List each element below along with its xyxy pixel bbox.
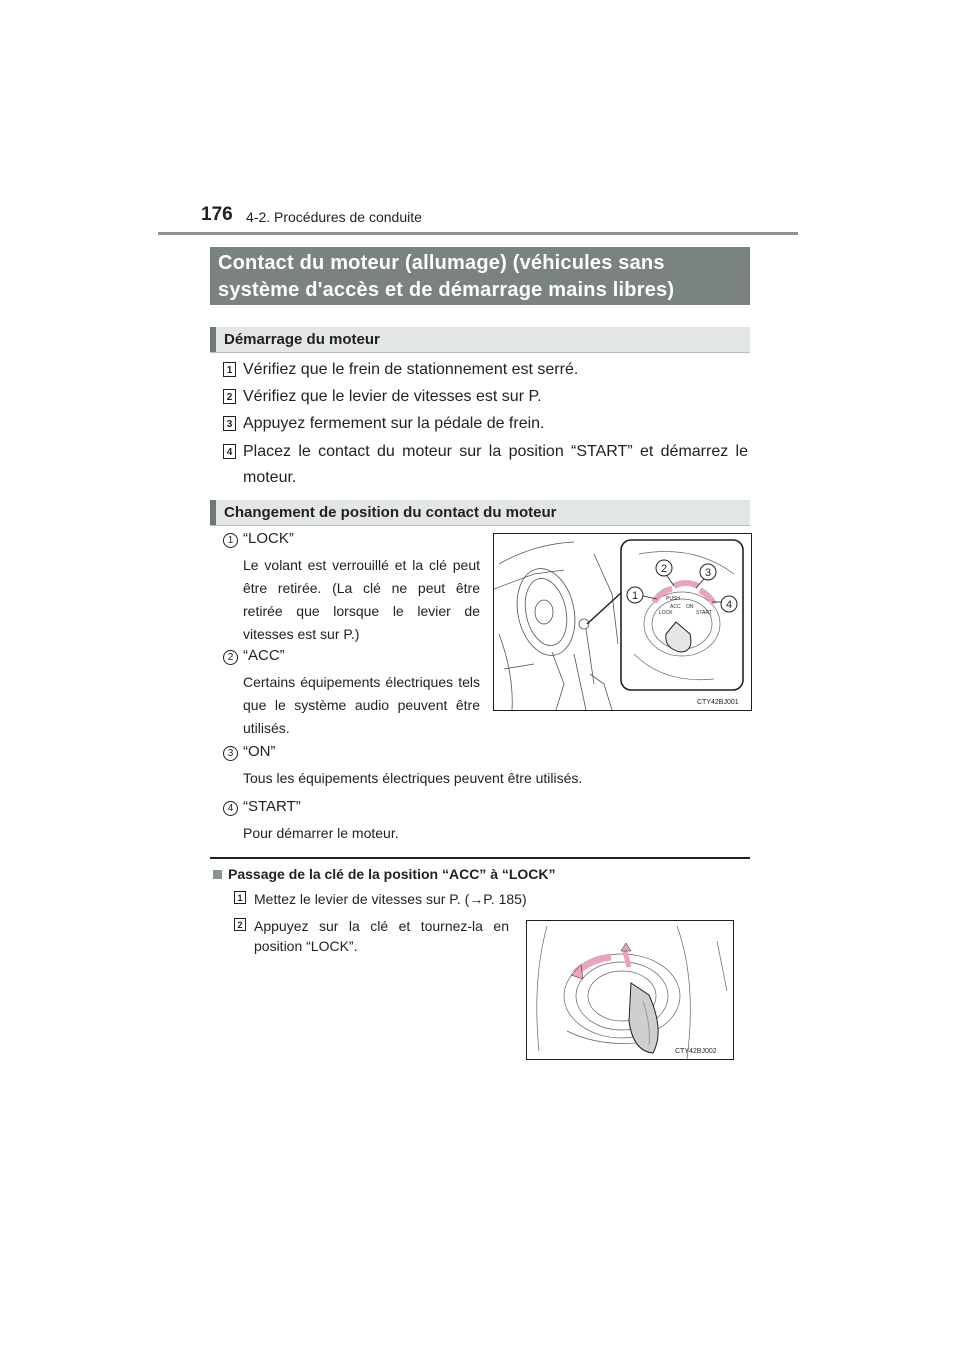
position-label: “ON” xyxy=(243,743,276,760)
dashboard-illustration xyxy=(494,534,751,710)
page-title xyxy=(210,247,750,305)
switch-label-push: PUSH xyxy=(666,596,680,602)
position-label: “ACC” xyxy=(243,647,285,664)
step-text: Vérifiez que le frein de stationnement est serré. xyxy=(243,361,579,378)
step-number-box: 2 xyxy=(234,918,246,931)
ignition-positions-figure xyxy=(493,533,752,711)
figure-code: CTY42BJ002 xyxy=(675,1048,717,1055)
callout-3: 3 xyxy=(704,567,712,579)
step-text: Mettez le levier de vitesses sur P. (→P. 185) xyxy=(254,891,527,907)
section-label: 4-2. Procédures de conduite xyxy=(246,209,422,225)
position-description: Tous les équipements électriques peuvent être utilisés. xyxy=(243,770,583,786)
step-text: Appuyez fermement sur la pédale de frein. xyxy=(243,415,545,432)
position-label: “LOCK” xyxy=(243,530,294,547)
page-number: 176 xyxy=(201,204,233,225)
callout-1: 1 xyxy=(631,590,639,602)
header-rule xyxy=(158,232,798,235)
starting-heading: Démarrage du moteur xyxy=(210,327,750,353)
step-number-box: 1 xyxy=(223,362,236,377)
switch-label-lock: LOCK xyxy=(659,610,673,616)
switch-label-on: ON xyxy=(686,604,694,610)
key-turn-illustration xyxy=(527,921,733,1059)
key-lock-figure xyxy=(526,920,734,1060)
position-description: Pour démarrer le moteur. xyxy=(243,825,399,841)
switch-label-acc: ACC xyxy=(670,604,681,610)
step-number-box: 1 xyxy=(234,891,246,904)
step-text: Placez le contact du moteur sur la position “START” et démarrez le moteur. xyxy=(243,443,748,486)
step-number-box: 3 xyxy=(223,416,236,431)
position-number: 1 xyxy=(223,533,238,548)
switch-label-start: START xyxy=(696,610,712,616)
step-text: Appuyez sur la clé et tournez-la en position “LOCK”. xyxy=(254,918,509,954)
positions-heading: Changement de position du contact du moteur xyxy=(210,500,750,526)
position-label: “START” xyxy=(243,798,301,815)
figure-code: CTY42BJ001 xyxy=(697,699,739,706)
section-separator xyxy=(210,857,750,859)
step-number-box: 2 xyxy=(223,389,236,404)
title-line-1: Contact du moteur (allumage) (véhicules sans xyxy=(218,252,665,274)
position-number: 2 xyxy=(223,650,238,665)
bullet-square-icon xyxy=(213,870,222,879)
step-text: Vérifiez que le levier de vitesses est sur P. xyxy=(243,388,542,405)
passage-heading xyxy=(213,866,556,882)
position-description: Le volant est verrouillé et la clé peut être retirée. (La clé ne peut être retirée que lorsque le levier de vitesses est sur P.) xyxy=(243,557,480,642)
step-number-box: 4 xyxy=(223,444,236,459)
passage-heading-text: Passage de la clé de la position “ACC” à “LOCK” xyxy=(228,866,556,882)
title-line-2: système d'accès et de démarrage mains libres) xyxy=(218,279,675,301)
callout-4: 4 xyxy=(725,599,733,611)
position-number: 4 xyxy=(223,801,238,816)
callout-2: 2 xyxy=(660,563,668,575)
position-number: 3 xyxy=(223,746,238,761)
position-description: Certains équipements électriques tels que le système audio peuvent être utilisés. xyxy=(243,674,480,736)
